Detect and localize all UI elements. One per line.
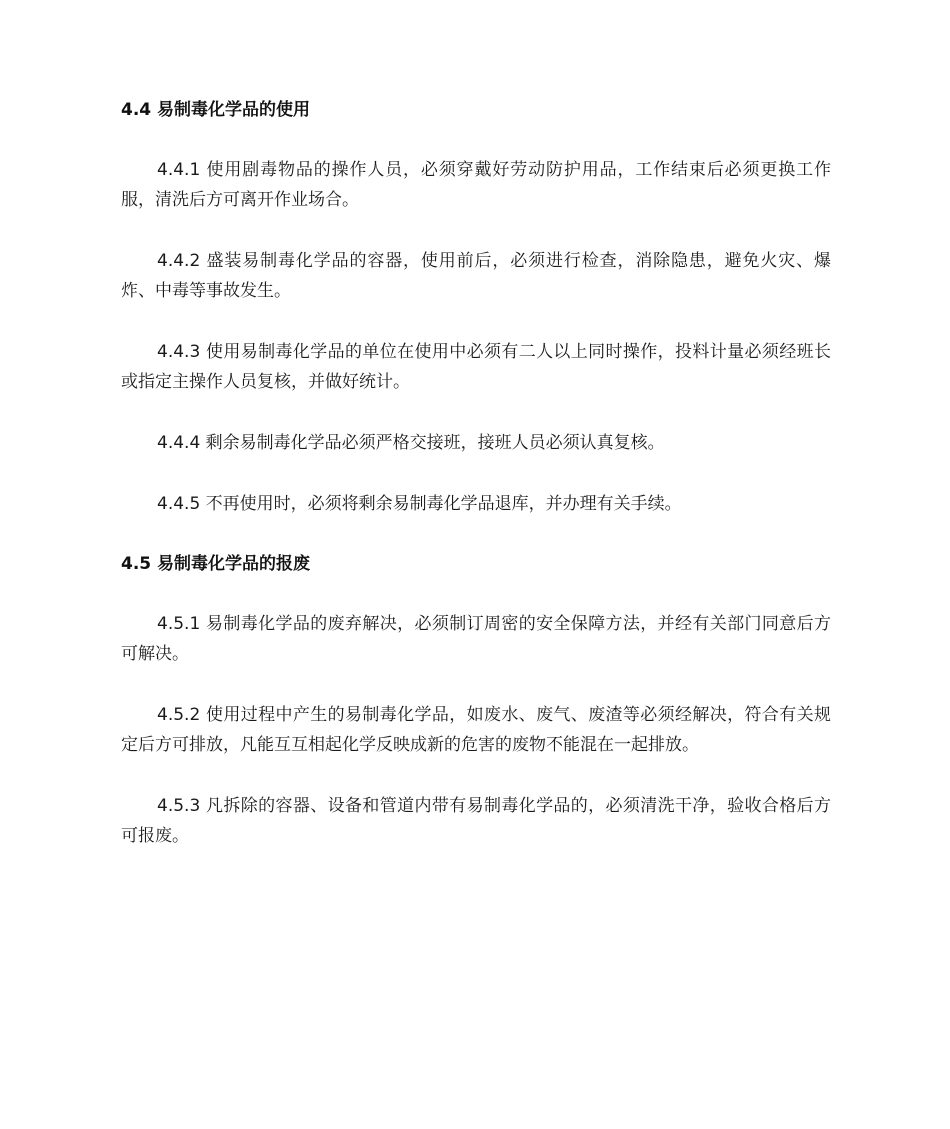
paragraph: 4.4.4 剩余易制毒化学品必须严格交接班，接班人员必须认真复核。 (157, 433, 665, 453)
paragraph: 4.4.3 使用易制毒化学品的单位在使用中必须有二人以上同时操作，投料计量必须经班长或指定主操作人员复核，并做好统计。 (121, 342, 831, 392)
paragraph: 4.5.2 使用过程中产生的易制毒化学品，如废水、废气、废渣等必须经解决，符合有关规定后方可排放，凡能互互相起化学反映成新的危害的废物不能混在一起排放。 (121, 705, 831, 755)
paragraph: 4.4.2 盛装易制毒化学品的容器，使用前后，必须进行检查，消除隐患，避免火灾、爆炸、中毒等事故发生。 (121, 251, 831, 301)
section-heading: 4.4 易制毒化学品的使用 (121, 100, 311, 120)
paragraph: 4.5.1 易制毒化学品的废弃解决，必须制订周密的安全保障方法，并经有关部门同意后方可解决。 (121, 614, 831, 664)
paragraph: 4.4.1 使用剧毒物品的操作人员，必须穿戴好劳动防护用品，工作结束后必须更换工作服，清洗后方可离开作业场合。 (121, 160, 831, 210)
paragraph: 4.5.3 凡拆除的容器、设备和管道内带有易制毒化学品的，必须清洗干净，验收合格后方可报废。 (121, 796, 831, 846)
document-body (121, 96, 831, 851)
section-heading: 4.5 易制毒化学品的报废 (121, 554, 311, 574)
paragraph: 4.4.5 不再使用时，必须将剩余易制毒化学品退库，并办理有关手续。 (157, 494, 682, 514)
